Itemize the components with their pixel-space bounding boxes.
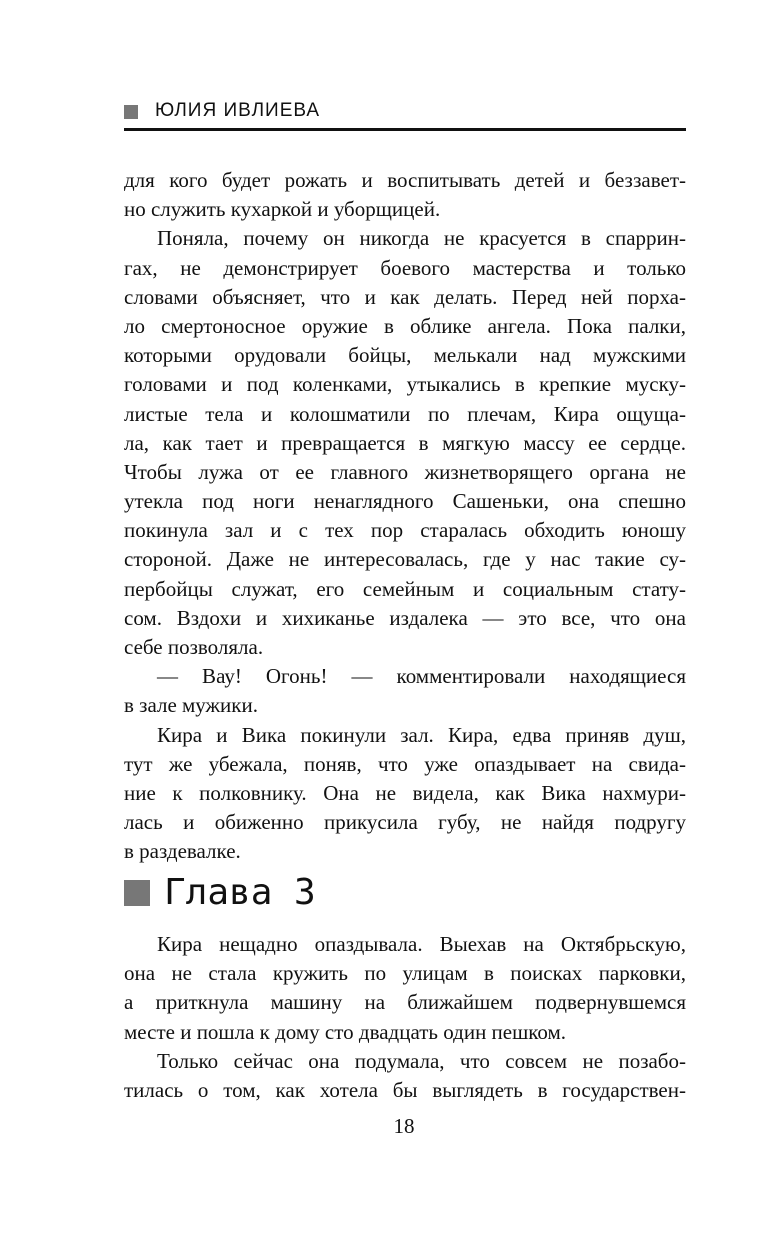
header-square-marker (124, 105, 138, 119)
chapter-title: Глава 3 (164, 872, 316, 913)
text-line: гах, не демонстрирует боевого мастерства и только (124, 255, 686, 280)
chapter-square-marker (124, 880, 150, 906)
body-text-before-chapter (124, 166, 686, 867)
body-text-after-chapter (124, 930, 686, 1105)
text-line: в зале мужики. (124, 693, 258, 718)
text-line: лась и обиженно прикусила губу, не найдя подругу (124, 810, 686, 835)
text-line: головами и под коленками, утыкались в крепкие муску- (124, 372, 686, 397)
text-line: Чтобы лужа от ее главного жизнетворящего органа не (124, 459, 686, 484)
text-line: пербойцы служат, его семейным и социальным стату- (124, 576, 686, 601)
text-line: но служить кухаркой и уборщицей. (124, 197, 441, 222)
text-line: утекла под ноги ненаглядного Сашеньки, она спешно (124, 489, 686, 514)
text-line: Поняла, почему он никогда не красуется в спаррин- (157, 226, 686, 251)
text-line: в раздевалке. (124, 839, 241, 864)
text-line: словами объясняет, что и как делать. Перед ней порха- (124, 284, 686, 309)
text-line: Только сейчас она подумала, что совсем не позабо- (157, 1048, 686, 1073)
chapter-heading (124, 870, 524, 920)
author-name: ЮЛИЯ ИВЛИЕВА (155, 100, 321, 121)
text-line: стороной. Даже не интересовалась, где у нас такие су- (124, 547, 686, 572)
text-line: ла, как тает и превращается в мягкую массу ее сердце. (124, 430, 686, 455)
text-line: а приткнула машину на ближайшем подвернувшемся (124, 990, 686, 1015)
text-line: ние к полковнику. Она не видела, как Вика нахмури- (124, 780, 686, 805)
text-line: она не стала кружить по улицам в поисках парковки, (124, 961, 686, 986)
text-line: которыми орудовали бойцы, мелькали над мужскими (124, 343, 686, 368)
running-header (124, 99, 686, 131)
text-line: Кира и Вика покинули зал. Кира, едва приняв душ, (157, 722, 686, 747)
page-number: 18 (393, 1114, 415, 1138)
text-line: тут же убежала, поняв, что уже опаздывает на свида- (124, 751, 686, 776)
text-line: сом. Вздохи и хихиканье издалека — это все, что она (124, 605, 686, 630)
text-line: ло смертоносное оружие в облике ангела. Пока палки, (124, 313, 686, 338)
text-line: тилась о том, как хотела бы выглядеть в государствен- (124, 1077, 686, 1102)
text-line: покинула зал и с тех пор старалась обходить юношу (124, 518, 686, 543)
text-line: листые тела и колошматили по плечам, Кира ощуща- (124, 401, 686, 426)
text-line: — Вау! Огонь! — комментировали находящиеся (157, 664, 686, 689)
text-line: месте и пошла к дому сто двадцать один пешком. (124, 1019, 567, 1044)
text-line: Кира нещадно опаздывала. Выехав на Октябрьскую, (157, 932, 686, 956)
text-line: себе позволяла. (124, 635, 264, 659)
text-line: для кого будет рожать и воспитывать детей и беззавет- (124, 168, 686, 192)
